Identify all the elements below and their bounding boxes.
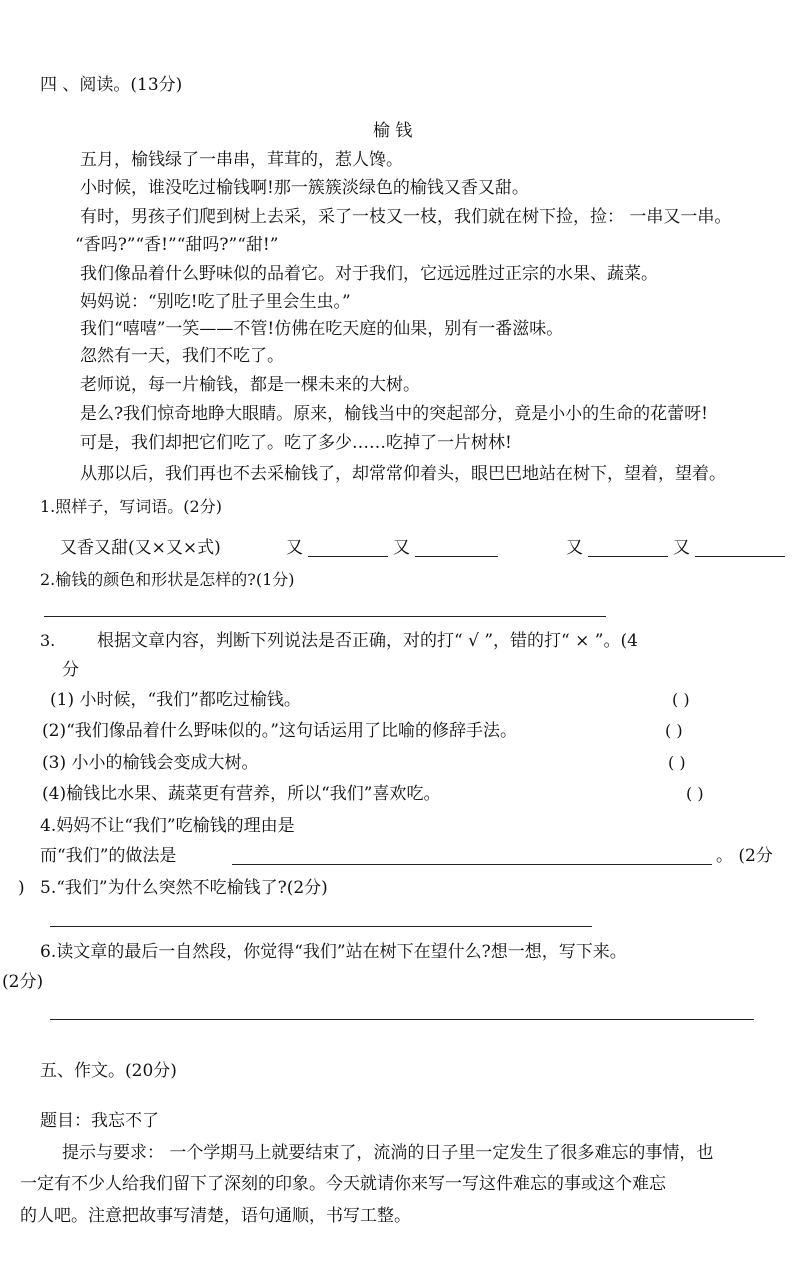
question-1-char: 又 bbox=[286, 538, 303, 558]
passage-title: 榆 钱 bbox=[373, 121, 413, 141]
passage-paragraph: 有时，男孩子们爬到树上去采，采了一枝又一枝，我们就在树下捡，捡： 一串又一串。 bbox=[80, 207, 732, 227]
passage-paragraph: 可是，我们却把它们吃了。吃了多少……吃掉了一片树林! bbox=[80, 433, 512, 453]
passage-paragraph: 是么?我们惊奇地睁大眼睛。原来，榆钱当中的突起部分，竟是小小的生命的花蕾呀! bbox=[80, 404, 708, 424]
passage-paragraph: 我们“嘻嘻”一笑——不管!仿佛在吃天庭的仙果，别有一番滋味。 bbox=[80, 319, 564, 339]
question-6-label: 6.读文章的最后一自然段，你觉得“我们”站在树下在望什么?想一想，写下来。 bbox=[40, 942, 627, 962]
essay-requirement: 提示与要求： 一个学期马上就要结束了，流淌的日子里一定发生了很多难忘的事情，也 bbox=[62, 1143, 714, 1163]
passage-paragraph: 我们像品着什么野味似的品着它。对于我们，它远远胜过正宗的水果、蔬菜。 bbox=[80, 264, 658, 284]
answer-bracket[interactable]: ( ) bbox=[665, 721, 683, 740]
question-1-char: 又 bbox=[393, 538, 410, 558]
question-5-prefix: ) bbox=[18, 878, 25, 898]
question-3-label-end: 分 bbox=[62, 660, 79, 680]
question-1-char: 又 bbox=[673, 538, 690, 558]
question-4-end: 。 (2分 bbox=[716, 846, 773, 866]
question-5-label: 5.“我们”为什么突然不吃榆钱了?(2分) bbox=[40, 878, 328, 898]
answer-bracket[interactable]: ( ) bbox=[668, 753, 686, 772]
essay-requirement: 一定有不少人给我们留下了深刻的印象。今天就请你来写一写这件难忘的事或这个难忘 bbox=[20, 1174, 666, 1194]
question-3-number: 3. bbox=[40, 631, 56, 650]
question-1-label: 1.照样子，写词语。(2分) bbox=[40, 497, 222, 516]
question-6-score: (2分) bbox=[2, 972, 44, 992]
answer-line[interactable] bbox=[308, 556, 388, 557]
answer-line[interactable] bbox=[44, 616, 606, 617]
judgement-item: (4)榆钱比水果、蔬菜更有营养，所以“我们”喜欢吃。 bbox=[42, 784, 441, 804]
answer-bracket[interactable]: ( ) bbox=[672, 690, 690, 709]
question-4-label: 4.妈妈不让“我们”吃榆钱的理由是 bbox=[40, 816, 295, 836]
answer-bracket[interactable]: ( ) bbox=[686, 784, 704, 803]
passage-paragraph: “香吗?”“香!”“甜吗?”“甜!” bbox=[75, 235, 279, 255]
essay-requirement: 的人吧。注意把故事写清楚，语句通顺，书写工整。 bbox=[20, 1206, 411, 1226]
judgement-item: (2)“我们像品着什么野味似的。”这句话运用了比喻的修辞手法。 bbox=[42, 721, 517, 741]
passage-paragraph: 五月，榆钱绿了一串串，茸茸的，惹人馋。 bbox=[80, 150, 403, 170]
passage-paragraph: 忽然有一天，我们不吃了。 bbox=[80, 346, 284, 366]
answer-line[interactable] bbox=[695, 556, 785, 557]
question-1-example: 又香又甜(又×又×式) bbox=[60, 538, 221, 558]
question-1-char: 又 bbox=[566, 538, 583, 558]
answer-line[interactable] bbox=[232, 864, 712, 865]
answer-line[interactable] bbox=[50, 926, 592, 927]
section-heading: 四 、阅读。(13分) bbox=[40, 75, 183, 95]
question-4-line2: 而“我们”的做法是 bbox=[40, 846, 177, 866]
answer-line[interactable] bbox=[415, 556, 498, 557]
judgement-item: (3) 小小的榆钱会变成大树。 bbox=[42, 753, 259, 773]
passage-paragraph: 老师说，每一片榆钱，都是一棵未来的大树。 bbox=[80, 375, 420, 395]
answer-line[interactable] bbox=[588, 556, 668, 557]
judgement-item: (1) 小时候，“我们”都吃过榆钱。 bbox=[50, 690, 301, 710]
passage-paragraph: 从那以后，我们再也不去采榆钱了，却常常仰着头，眼巴巴地站在树下，望着，望着。 bbox=[80, 464, 726, 484]
question-2-label: 2.榆钱的颜色和形状是怎样的?(1分) bbox=[40, 570, 295, 589]
passage-paragraph: 妈妈说：“别吃!吃了肚子里会生虫。” bbox=[80, 292, 351, 312]
essay-topic: 题目：我忘不了 bbox=[40, 1111, 159, 1131]
answer-line[interactable] bbox=[50, 1019, 754, 1020]
passage-paragraph: 小时候，谁没吃过榆钱啊!那一簇簇淡绿色的榆钱又香又甜。 bbox=[80, 178, 529, 198]
question-3-label: 根据文章内容，判断下列说法是否正确，对的打“ √ ”，错的打“ × ”。(4 bbox=[97, 631, 638, 651]
section-heading: 五、作文。(20分) bbox=[40, 1061, 177, 1081]
